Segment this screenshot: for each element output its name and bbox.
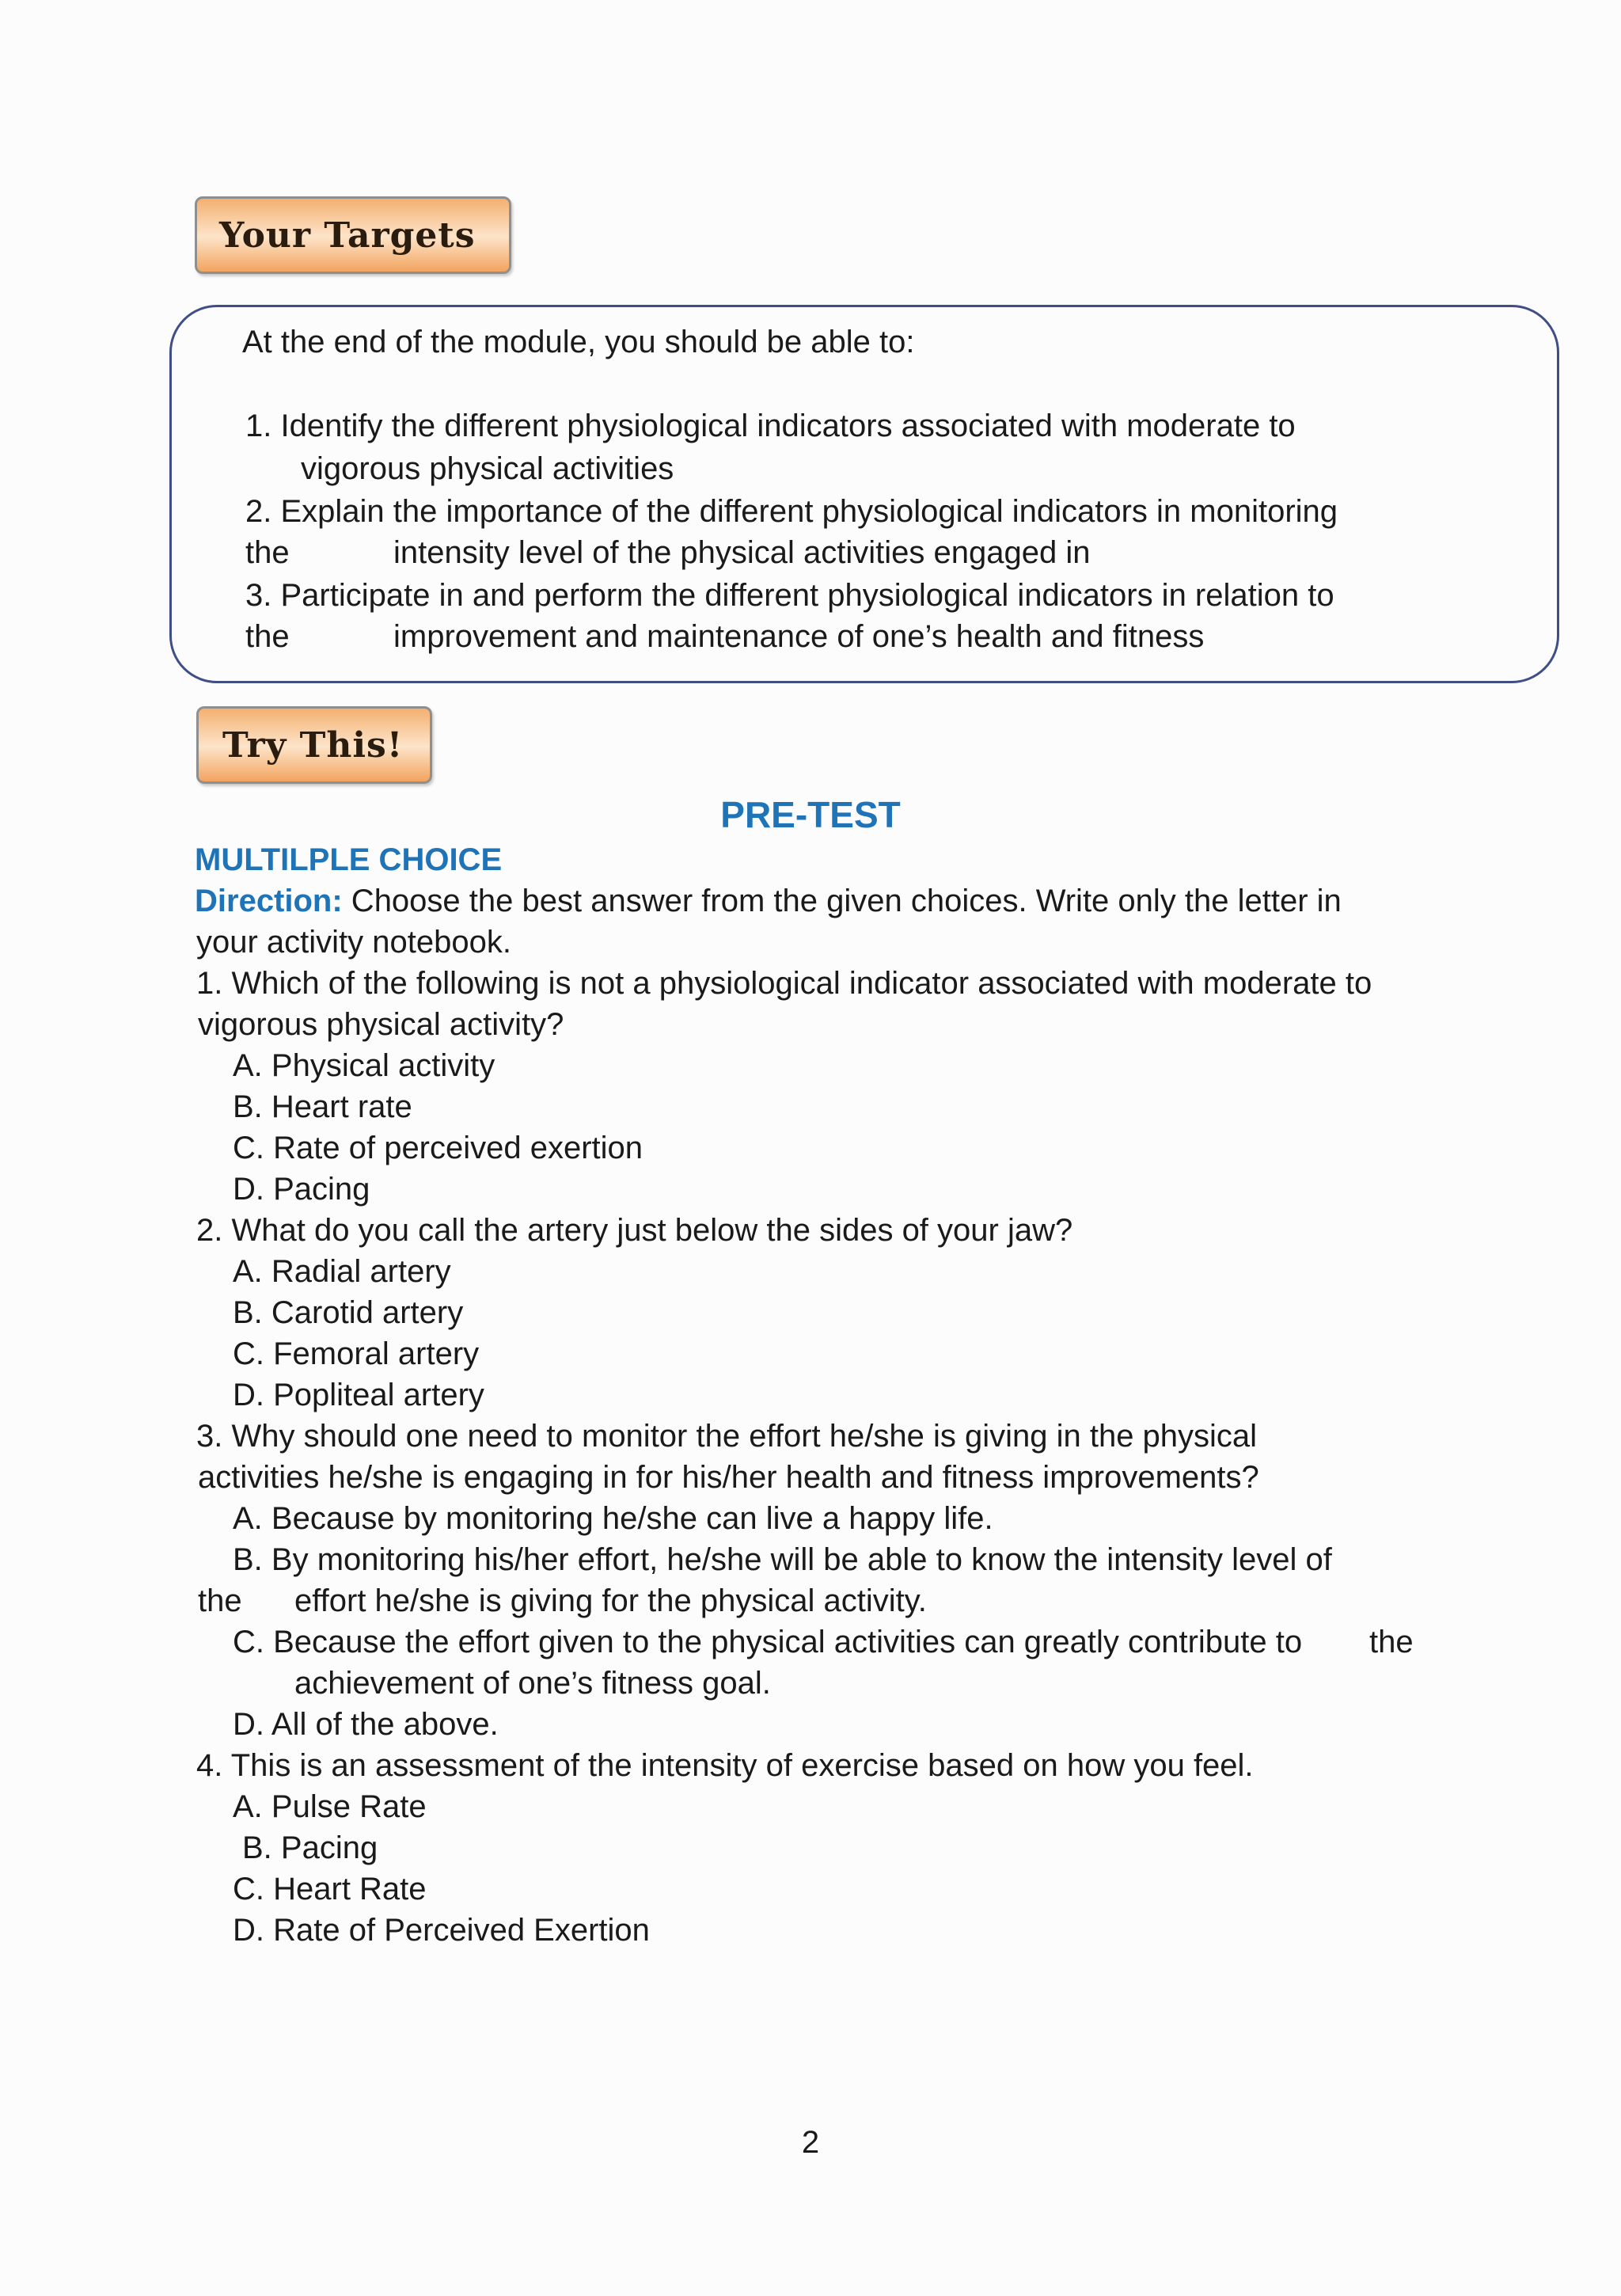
- direction-label: Direction:: [195, 884, 343, 918]
- question-4-choice-c: C. Heart Rate: [233, 1872, 427, 1906]
- question-3-line2: activities he/she is engaging in for his/her health and fitness improvements?: [198, 1460, 1259, 1495]
- question-3-choice-b-line2: effort he/she is giving for the physical activity.: [294, 1583, 927, 1618]
- question-2-choice-d: D. Popliteal artery: [233, 1378, 484, 1412]
- section-heading: MULTILPLE CHOICE: [195, 842, 503, 877]
- direction-text-line2: your activity notebook.: [196, 925, 511, 960]
- question-3: 3. Why should one need to monitor the effort he/she is giving in the physical: [196, 1419, 1258, 1454]
- target-item-3-line1: 3. Participate in and perform the different physiological indicators in relation to: [245, 578, 1334, 613]
- question-3-choice-b-the: the: [198, 1583, 242, 1618]
- question-4-choice-a: A. Pulse Rate: [233, 1789, 427, 1824]
- question-1-choice-a: A. Physical activity: [233, 1048, 495, 1083]
- question-2-choice-c: C. Femoral artery: [233, 1336, 480, 1371]
- page-number: 2: [801, 2125, 820, 2160]
- target-item-2-line1: 2. Explain the importance of the different physiological indicators in monitoring: [245, 494, 1338, 529]
- question-4-choice-b: B. Pacing: [242, 1830, 378, 1865]
- target-item-3-line2-the: the: [245, 619, 290, 654]
- direction-line: [195, 885, 1342, 917]
- target-item-2-line2-the: the: [245, 535, 290, 570]
- pretest-title: PRE-TEST: [720, 794, 901, 835]
- question-4: 4. This is an assessment of the intensity of exercise based on how you feel.: [196, 1748, 1254, 1783]
- question-4-choice-d: D. Rate of Perceived Exertion: [233, 1913, 650, 1948]
- try-this-label: Try This!: [222, 724, 404, 766]
- your-targets-badge: [195, 196, 511, 274]
- question-2-choice-b: B. Carotid artery: [233, 1295, 464, 1330]
- question-3-choice-c-line2: achievement of one’s fitness goal.: [294, 1666, 771, 1701]
- direction-text: Choose the best answer from the given choices. Write only the letter in: [342, 884, 1342, 918]
- target-item-3-line2: improvement and maintenance of one’s health and fitness: [393, 619, 1205, 654]
- question-2-choice-a: A. Radial artery: [233, 1254, 451, 1289]
- question-1-choice-c: C. Rate of perceived exertion: [233, 1131, 643, 1165]
- question-3-choice-d: D. All of the above.: [233, 1707, 499, 1742]
- question-3-choice-c-the: the: [1369, 1625, 1414, 1659]
- your-targets-label: Your Targets: [219, 215, 476, 256]
- question-3-choice-c: C. Because the effort given to the physical activities can greatly contribute to: [233, 1625, 1303, 1659]
- targets-intro: At the end of the module, you should be able to:: [242, 325, 915, 359]
- target-item-1-line2: vigorous physical activities: [301, 451, 674, 486]
- target-item-2-line2: intensity level of the physical activities engaged in: [393, 535, 1091, 570]
- question-1: 1. Which of the following is not a physiological indicator associated with moderate to: [196, 966, 1372, 1001]
- question-2: 2. What do you call the artery just below the sides of your jaw?: [196, 1213, 1073, 1248]
- question-3-choice-a: A. Because by monitoring he/she can live a happy life.: [233, 1501, 993, 1536]
- target-item-1-line1: 1. Identify the different physiological indicators associated with moderate to: [245, 409, 1296, 443]
- question-3-choice-b: B. By monitoring his/her effort, he/she will be able to know the intensity level of: [233, 1542, 1332, 1577]
- try-this-badge: [196, 706, 432, 784]
- question-1-choice-d: D. Pacing: [233, 1172, 370, 1207]
- question-1-line2: vigorous physical activity?: [198, 1007, 564, 1042]
- question-1-choice-b: B. Heart rate: [233, 1089, 412, 1124]
